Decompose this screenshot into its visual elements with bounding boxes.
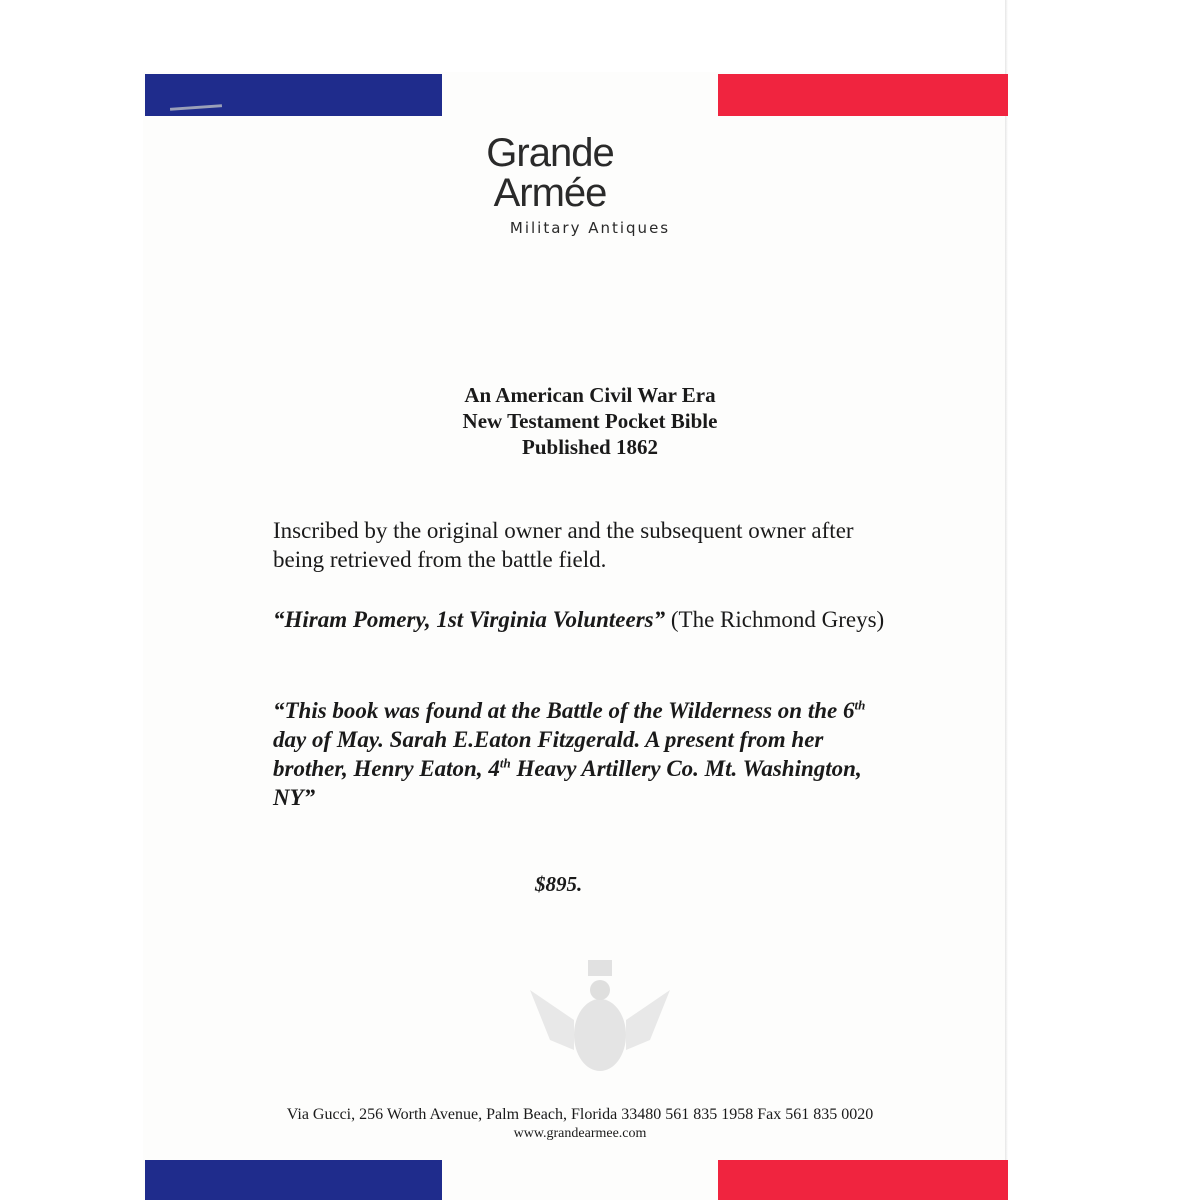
logo-line2: Armée (493, 171, 607, 215)
owner-note: (The Richmond Greys) (665, 607, 885, 632)
found-sup-1: th (854, 697, 866, 713)
headline-line2: New Testament Pocket Bible (462, 409, 718, 433)
footer-address: Via Gucci, 256 Worth Avenue, Palm Beach, Florida 33480 561 835 1958 Fax 561 835 0020 (286, 1106, 874, 1123)
blue-stripe-bottom (145, 1160, 442, 1200)
headline-line1: An American Civil War Era (464, 383, 716, 407)
found-text-1: “This book was found at the Battle of the Wilderness on the 6 (273, 698, 855, 723)
eagle-crest-watermark (520, 950, 680, 1090)
red-stripe-bottom (718, 1160, 1008, 1200)
footer-website: www.grandearmee.com (513, 1126, 647, 1141)
logo-line1: Grande (486, 131, 614, 175)
sheet-edge (1005, 0, 1008, 1200)
owner-quote: “Hiram Pomery, 1st Virginia Volunteers” (273, 607, 666, 632)
paragraph-owner (273, 605, 893, 634)
footer (150, 1106, 1010, 1142)
red-stripe-top (718, 74, 1008, 116)
found-sup-2: th (499, 755, 511, 771)
price: $895. (535, 872, 583, 896)
paragraph-found-inscription (273, 696, 893, 812)
found-text-3: Heavy Artillery Co. Mt. Washington, NY” (273, 756, 862, 810)
found-text-2: day of May. Sarah E.Eaton Fitzgerald. A present from her brother, Henry Eaton, 4 (273, 727, 824, 781)
blue-stripe-top (145, 74, 442, 116)
logo-tagline: Military Antiques (509, 219, 671, 237)
paragraph-inscription: Inscribed by the original owner and the subsequent owner after being retrieved from the battle field. (273, 518, 854, 572)
company-logo (430, 133, 730, 237)
headline-line3: Published 1862 (522, 435, 658, 459)
document-headline (390, 382, 790, 460)
